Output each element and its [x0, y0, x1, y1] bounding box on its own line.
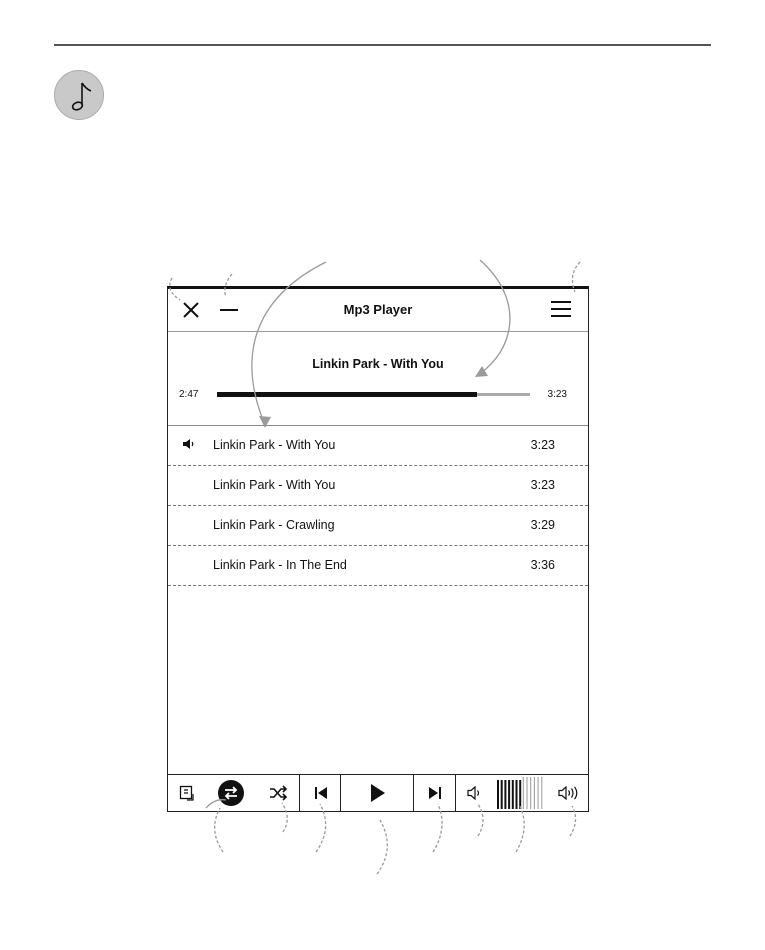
track-name: Linkin Park - With You — [213, 478, 336, 492]
volume-up-icon — [558, 786, 580, 800]
volume-bar — [497, 780, 499, 809]
window-title: Mp3 Player — [343, 302, 413, 317]
track-duration: 3:29 — [530, 518, 555, 532]
volume-down-icon — [467, 786, 483, 800]
callout-curve — [516, 806, 524, 852]
volume-up-button[interactable] — [552, 775, 586, 811]
volume-bar — [530, 777, 531, 809]
volume-bar — [534, 777, 535, 809]
volume-bar — [516, 780, 518, 809]
now-playing-speaker-icon — [183, 439, 195, 449]
previous-icon — [314, 786, 328, 800]
music-note-icon — [54, 70, 104, 120]
track-name: Linkin Park - Crawling — [213, 518, 335, 532]
total-time: 3:23 — [547, 389, 567, 400]
repeat-icon — [217, 779, 245, 807]
playlist-row[interactable] — [168, 466, 588, 506]
callout-curve — [377, 820, 387, 874]
track-name: Linkin Park - In The End — [213, 558, 347, 572]
playlist-row[interactable] — [168, 546, 588, 586]
mp3-player-window — [167, 286, 589, 812]
title-bar — [168, 289, 588, 332]
volume-bar — [508, 780, 510, 809]
volume-level[interactable] — [496, 776, 546, 810]
menu-icon[interactable] — [551, 301, 571, 317]
track-name: Linkin Park - With You — [213, 438, 336, 452]
now-playing-title: Linkin Park - With You — [312, 357, 444, 371]
playlist-row[interactable] — [168, 426, 588, 466]
volume-down-button[interactable] — [460, 775, 490, 811]
track-duration: 3:23 — [530, 438, 555, 452]
volume-bar — [523, 777, 524, 809]
volume-bar — [519, 780, 521, 809]
callout-curve — [215, 808, 223, 852]
next-button[interactable] — [413, 775, 456, 811]
volume-bar — [527, 777, 528, 809]
repeat-button[interactable] — [214, 775, 248, 811]
track-duration: 3:36 — [530, 558, 555, 572]
control-bar — [168, 774, 588, 811]
playlist-row[interactable] — [168, 506, 588, 546]
track-duration: 3:23 — [530, 478, 555, 492]
volume-bar — [501, 780, 503, 809]
playlist — [168, 426, 588, 586]
play-icon — [370, 783, 386, 803]
volume-bar — [538, 777, 539, 809]
current-time: 2:47 — [179, 389, 199, 400]
playlist-button[interactable] — [168, 775, 206, 811]
page-top-rule — [54, 44, 711, 46]
shuffle-button[interactable] — [262, 775, 296, 811]
previous-button[interactable] — [299, 775, 341, 811]
progress-fill — [217, 392, 477, 397]
volume-bar — [512, 780, 514, 809]
progress-bar[interactable] — [217, 393, 530, 396]
next-icon — [428, 786, 442, 800]
play-button[interactable] — [340, 775, 414, 811]
playlist-icon — [179, 785, 195, 801]
shuffle-icon — [269, 785, 289, 801]
volume-bar — [541, 777, 542, 809]
volume-bar — [504, 780, 506, 809]
